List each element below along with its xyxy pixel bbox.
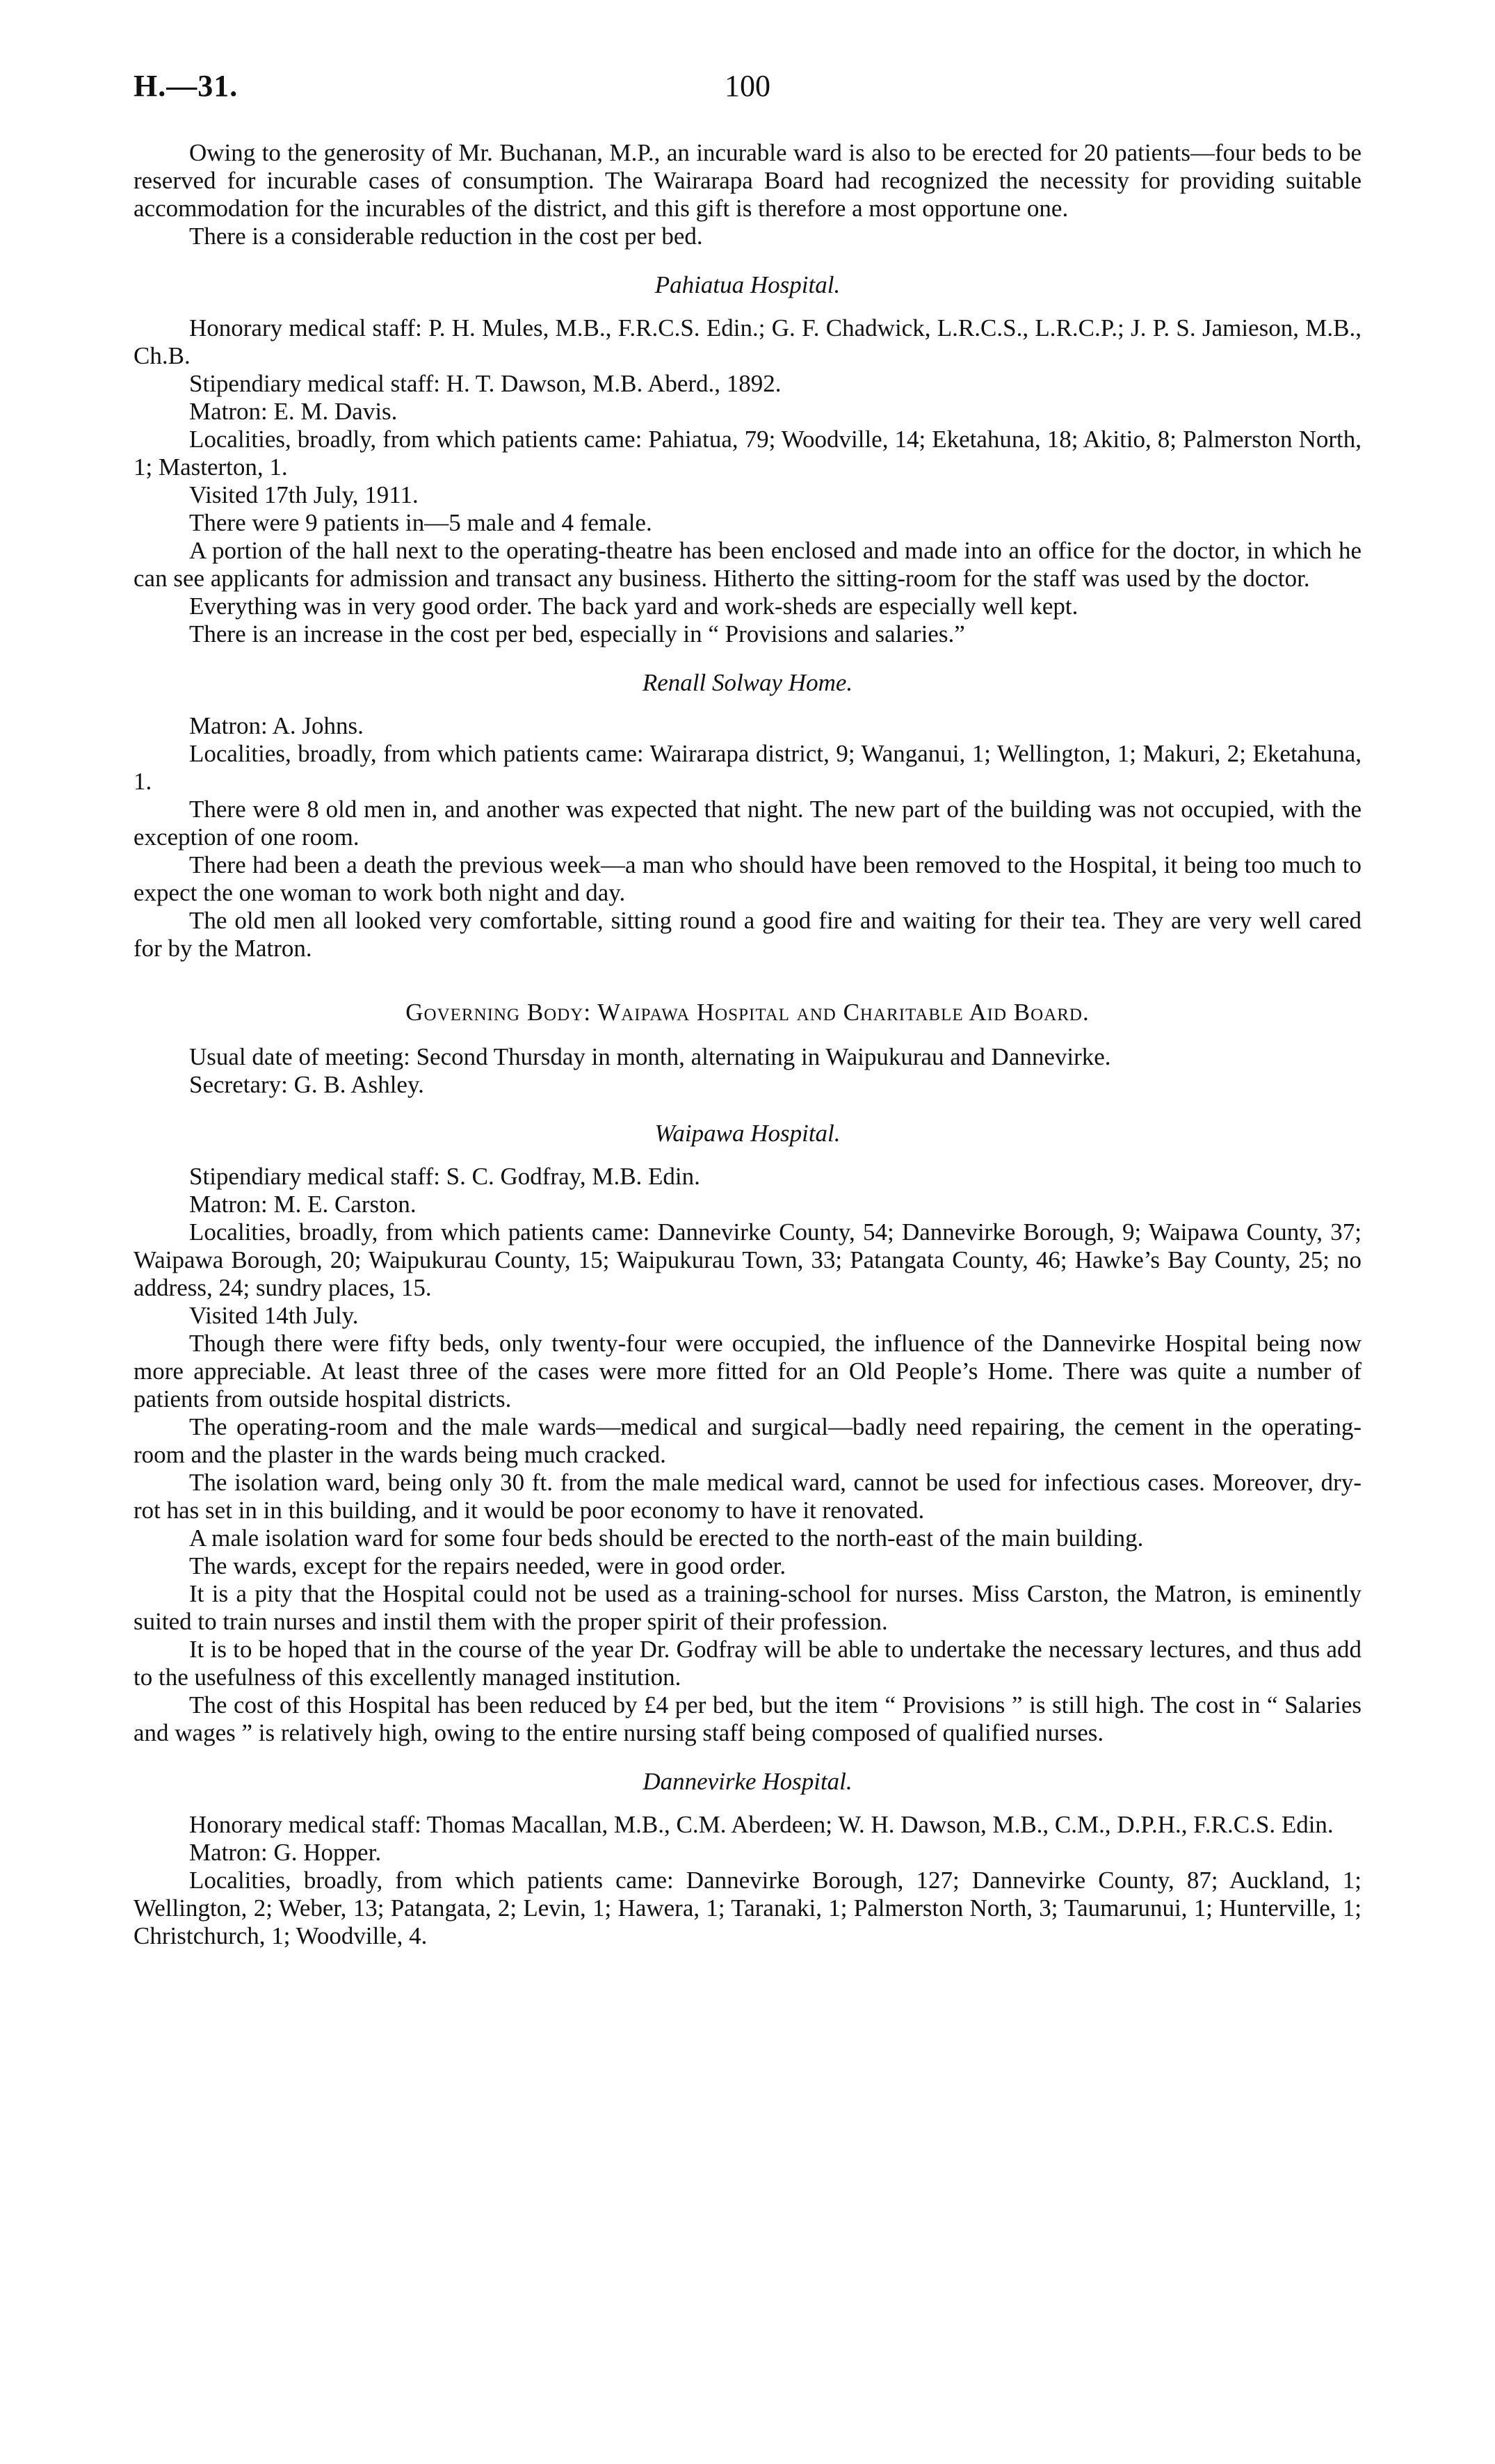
section-heading: Pahiatua Hospital. <box>654 271 841 298</box>
paragraph: Matron: M. E. Carston. <box>189 1191 417 1218</box>
paragraph: Matron: G. Hopper. <box>189 1839 382 1866</box>
paragraph: The wards, except for the repairs needed, were in good order. <box>189 1552 786 1579</box>
paragraph: Though there were fifty beds, only twenty-four were occupied, the influence of the Dannevirke Hospital being now more appreciable. At least three of the cases were more fitted for an Old People’s Home. There was quite a number of patients from outside hospital districts. <box>134 1330 1361 1412</box>
paragraph: Secretary: G. B. Ashley. <box>189 1071 424 1098</box>
governing-body-heading: Governing Body: Waipawa Hospital and Charitable Aid Board. <box>405 999 1090 1026</box>
intro-section <box>134 139 1361 250</box>
paragraph: A portion of the hall next to the operating-theatre has been enclosed and made into an office for the doctor, in which he can see applicants for admission and transact any business. Hitherto the sitting-room for the staff was used by the doctor. <box>134 537 1361 592</box>
paragraph: There had been a death the previous week—a man who should have been removed to the Hospital, it being too much to expect the one woman to work both night and day. <box>134 851 1361 906</box>
paragraph: There were 9 patients in—5 male and 4 female. <box>189 509 652 536</box>
paragraph: Everything was in very good order. The back yard and work-sheds are especially well kept. <box>189 593 1078 620</box>
section-heading: Waipawa Hospital. <box>654 1120 841 1147</box>
renall-solway-home-section <box>134 669 1361 963</box>
section-heading: Dannevirke Hospital. <box>643 1768 852 1795</box>
paragraph: Owing to the generosity of Mr. Buchanan, M.P., an incurable ward is also to be erected for 20 patients—four beds to be reserved for incurable cases of consumption. The Wairarapa Board had recognized the necessity for providing suitable accommodation for the incurables of the district, and this gift is therefore a most opportune one. <box>134 139 1361 222</box>
paragraph: Localities, broadly, from which patients came: Dannevirke County, 54; Dannevirke Borough, 9; Waipawa County, 37; Waipawa Borough, 20; Waipukurau County, 15; Waipukurau Town, 33; Patangata County, 46; Hawke’s Bay County, 25; no address, 24; sundry places, 15. <box>134 1218 1361 1301</box>
paragraph: It is to be hoped that in the course of the year Dr. Godfray will be able to undertake the necessary lectures, and thus add to the usefulness of this excellently managed institution. <box>134 1636 1361 1691</box>
paragraph: There is a considerable reduction in the cost per bed. <box>189 223 703 250</box>
paragraph: The operating-room and the male wards—medical and surgical—badly need repairing, the cement in the operating-room and the plaster in the wards being much cracked. <box>134 1413 1361 1468</box>
paragraph: Matron: E. M. Davis. <box>189 398 398 425</box>
paragraph: Matron: A. Johns. <box>189 712 364 739</box>
paragraph: The cost of this Hospital has been reduced by £4 per bed, but the item “ Provisions ” is still high. The cost in “ Salaries and wages ” is relatively high, owing to the entire nursing staff being composed of qualified nurses. <box>134 1691 1361 1746</box>
page-number: 100 <box>725 69 770 103</box>
paragraph: There is an increase in the cost per bed, especially in “ Provisions and salaries.” <box>189 620 965 647</box>
paragraph: Usual date of meeting: Second Thursday in month, alternating in Waipukurau and Dannevirke. <box>189 1043 1111 1070</box>
page-header <box>134 68 1361 110</box>
paragraph: Honorary medical staff: Thomas Macallan, M.B., C.M. Aberdeen; W. H. Dawson, M.B., C.M., D.P.H., F.R.C.S. Edin. <box>189 1811 1334 1838</box>
paragraph: Honorary medical staff: P. H. Mules, M.B., F.R.C.S. Edin.; G. F. Chadwick, L.R.C.S., L.R.C.P.; J. P. S. Jamieson, M.B., Ch.B. <box>134 314 1361 369</box>
paragraph: Localities, broadly, from which patients came: Dannevirke Borough, 127; Dannevirke County, 87; Auckland, 1; Wellington, 2; Weber, 13; Patangata, 2; Levin, 1; Hawera, 1; Taranaki, 1; Palmerston North, 3; Taumarunui, 1; Hunterville, 1; Christchurch, 1; Woodville, 4. <box>134 1867 1361 1949</box>
paragraph: A male isolation ward for some four beds should be erected to the north-east of the main building. <box>189 1524 1144 1552</box>
paragraph: Localities, broadly, from which patients came: Wairarapa district, 9; Wanganui, 1; Wellington, 1; Makuri, 2; Eketahuna, 1. <box>134 740 1361 795</box>
waipawa-board-section <box>134 999 1361 1099</box>
section-heading: Renall Solway Home. <box>642 669 853 696</box>
paragraph: It is a pity that the Hospital could not be used as a training-school for nurses. Miss Carston, the Matron, is eminently suited to train nurses and instil them with the proper spirit of their profession. <box>134 1580 1361 1635</box>
document-reference: H.—31. <box>134 69 239 103</box>
paragraph: Visited 17th July, 1911. <box>189 481 419 508</box>
paragraph: There were 8 old men in, and another was expected that night. The new part of the building was not occupied, with the exception of one room. <box>134 796 1361 851</box>
paragraph: The old men all looked very comfortable, sitting round a good fire and waiting for their tea. They are very well cared for by the Matron. <box>134 907 1361 962</box>
paragraph: Stipendiary medical staff: H. T. Dawson, M.B. Aberd., 1892. <box>189 370 782 397</box>
waipawa-hospital-section <box>134 1120 1361 1747</box>
paragraph: The isolation ward, being only 30 ft. from the male medical ward, cannot be used for infectious cases. Moreover, dry-rot has set in in this building, and it would be poor economy to have it renovated. <box>134 1469 1361 1524</box>
pahiatua-hospital-section <box>134 271 1361 648</box>
paragraph: Localities, broadly, from which patients came: Pahiatua, 79; Woodville, 14; Eketahuna, 18; Akitio, 8; Palmerston North, 1; Masterton, 1. <box>134 426 1361 481</box>
dannevirke-hospital-section <box>134 1768 1361 1950</box>
paragraph: Stipendiary medical staff: S. C. Godfray, M.B. Edin. <box>189 1163 700 1190</box>
page-body <box>134 139 1361 1950</box>
paragraph: Visited 14th July. <box>189 1302 359 1329</box>
